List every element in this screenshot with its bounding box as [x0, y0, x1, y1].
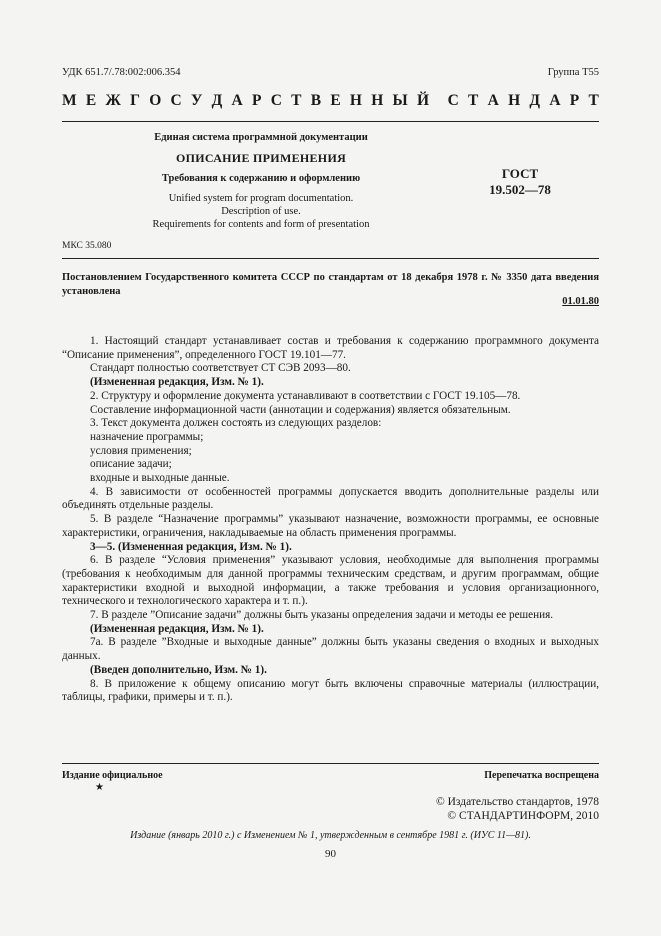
- banner-letter: Г: [130, 92, 140, 109]
- banner-letter: А: [487, 92, 499, 109]
- paragraph: 8. В приложение к общему описанию могут быть включены справочные материалы (иллюстрации, таблицы, графики, примеры и т. п.).: [62, 677, 599, 704]
- banner-letter: Й: [417, 92, 430, 109]
- english-title-line-1: Unified system for program documentation.: [168, 193, 354, 204]
- banner-letter: Н: [508, 92, 521, 109]
- banner-letter: А: [231, 92, 243, 109]
- banner-letter: Н: [371, 92, 384, 109]
- copyright-standartinform: © СТАНДАРТИНФОРМ, 2010: [447, 810, 599, 822]
- banner-letter: Е: [330, 92, 341, 109]
- paragraph: 4. В зависимости от особенностей программы допускается вводить дополнительные разделы или объединять отдельные разделы.: [62, 485, 599, 512]
- document-subtitle: Требования к содержанию и оформлению: [161, 173, 361, 184]
- paragraph: 6. В разделе “Условия применения” указывают условия, необходимые для выполнения программы (требования к необходимым для данной программы техническим средствам, и другим программам, общие характеристики входной и выходной информации, а также требования и условия организационного, технического и технологического характера и т. п.).: [62, 554, 599, 608]
- banner-letter: Н: [349, 92, 362, 109]
- paragraph: назначение программы;: [90, 430, 204, 443]
- english-title-line-3: Requirements for contents and form of presentation: [152, 219, 370, 230]
- banner-letter: Т: [291, 92, 302, 109]
- banner-letter: А: [549, 92, 561, 109]
- banner-letter: Р: [251, 92, 262, 109]
- banner-letter: Т: [588, 92, 599, 109]
- title-block: [120, 132, 402, 231]
- banner-letter: Д: [529, 92, 541, 109]
- banner-letter: Ж: [105, 92, 121, 109]
- official-edition-label: Издание официальное: [62, 770, 163, 781]
- document-title: ОПИСАНИЕ ПРИМЕНЕНИЯ: [175, 151, 347, 165]
- paragraph: описание задачи;: [90, 458, 172, 471]
- star-icon: ★: [95, 782, 104, 793]
- copyright-publisher: © Издательство стандартов, 1978: [435, 796, 599, 808]
- gost-number: [470, 166, 570, 198]
- banner-letter: С: [270, 92, 282, 109]
- edition-note: Издание (январь 2010 г.) с Изменением № 1, утвержденным в сентябре 1981 г. (ИУС 11—81).: [130, 830, 531, 841]
- gost-label: ГОСТ: [501, 166, 539, 181]
- banner-letter: С: [447, 92, 459, 109]
- paragraph: условия применения;: [90, 444, 192, 457]
- mks-code: МКС 35.080: [62, 241, 112, 251]
- banner-letter: О: [149, 92, 162, 109]
- banner-letter: Е: [85, 92, 97, 109]
- banner-letter: М: [62, 92, 77, 109]
- paragraph: Составление информационной части (аннотации и содержания) является обязательным.: [90, 403, 511, 416]
- decree-text: Постановлением Государственного комитета СССР по стандартам от 18 декабря 1978 г. № 3350 дата введения установлена: [62, 272, 599, 297]
- paragraph: (Измененная редакция, Изм. № 1).: [90, 376, 264, 389]
- banner-letter: Ы: [392, 92, 408, 109]
- paragraph: (Введен дополнительно, Изм. № 1).: [90, 663, 267, 676]
- bottom-divider: [62, 763, 599, 764]
- paragraph: Стандарт полностью соответствует СТ СЭВ 2093—80.: [90, 362, 351, 375]
- interstate-standard-banner: [62, 92, 599, 110]
- banner-letter: Т: [468, 92, 479, 109]
- paragraph: (Измененная редакция, Изм. № 1).: [90, 622, 264, 635]
- paragraph: 3—5. (Измененная редакция, Изм. № 1).: [90, 540, 292, 553]
- banner-letter: У: [190, 92, 203, 109]
- gost-code: 19.502—78: [489, 182, 551, 197]
- paragraph: 2. Структуру и оформление документа устанавливают в соответствии с ГОСТ 19.105—78.: [90, 389, 521, 402]
- introduction-date: 01.01.80: [562, 296, 599, 307]
- paragraph: 3. Текст документа должен состоять из следующих разделов:: [90, 417, 382, 430]
- paragraph: 5. В разделе “Назначение программы” указывают назначение, возможности программы, ее основные характеристики, ограничения, накладываемые на область применения программы.: [62, 513, 599, 539]
- banner-letter: Д: [211, 92, 223, 109]
- page-number: 90: [325, 848, 336, 860]
- english-title-line-2: Description of use.: [221, 206, 301, 217]
- paragraph: 7а. В разделе ”Входные и выходные данные” должны быть указаны сведения о входных и выходных данных.: [62, 636, 599, 663]
- group-code: Группа Т55: [547, 67, 599, 78]
- banner-letter: С: [170, 92, 182, 109]
- banner-letter: Р: [569, 92, 580, 109]
- banner-letter: В: [310, 92, 322, 109]
- top-divider: [62, 121, 599, 122]
- paragraph: входные и выходные данные.: [90, 472, 230, 485]
- udk-code: УДК 651.7/.78:002:006.354: [62, 67, 181, 78]
- paragraph: 1. Настоящий стандарт устанавливает состав и требования к содержанию программного документа “Описание применения”, определенного ГОСТ 19.101—77.: [62, 335, 599, 361]
- reprint-prohibited-label: Перепечатка воспрещена: [484, 770, 599, 781]
- middle-divider: [62, 258, 599, 259]
- paragraph: 7. В разделе ”Описание задачи” должны быть указаны определения задачи и методы ее решения.: [90, 609, 554, 622]
- system-name: Единая система программной документации: [154, 132, 368, 143]
- body-text: [62, 335, 599, 705]
